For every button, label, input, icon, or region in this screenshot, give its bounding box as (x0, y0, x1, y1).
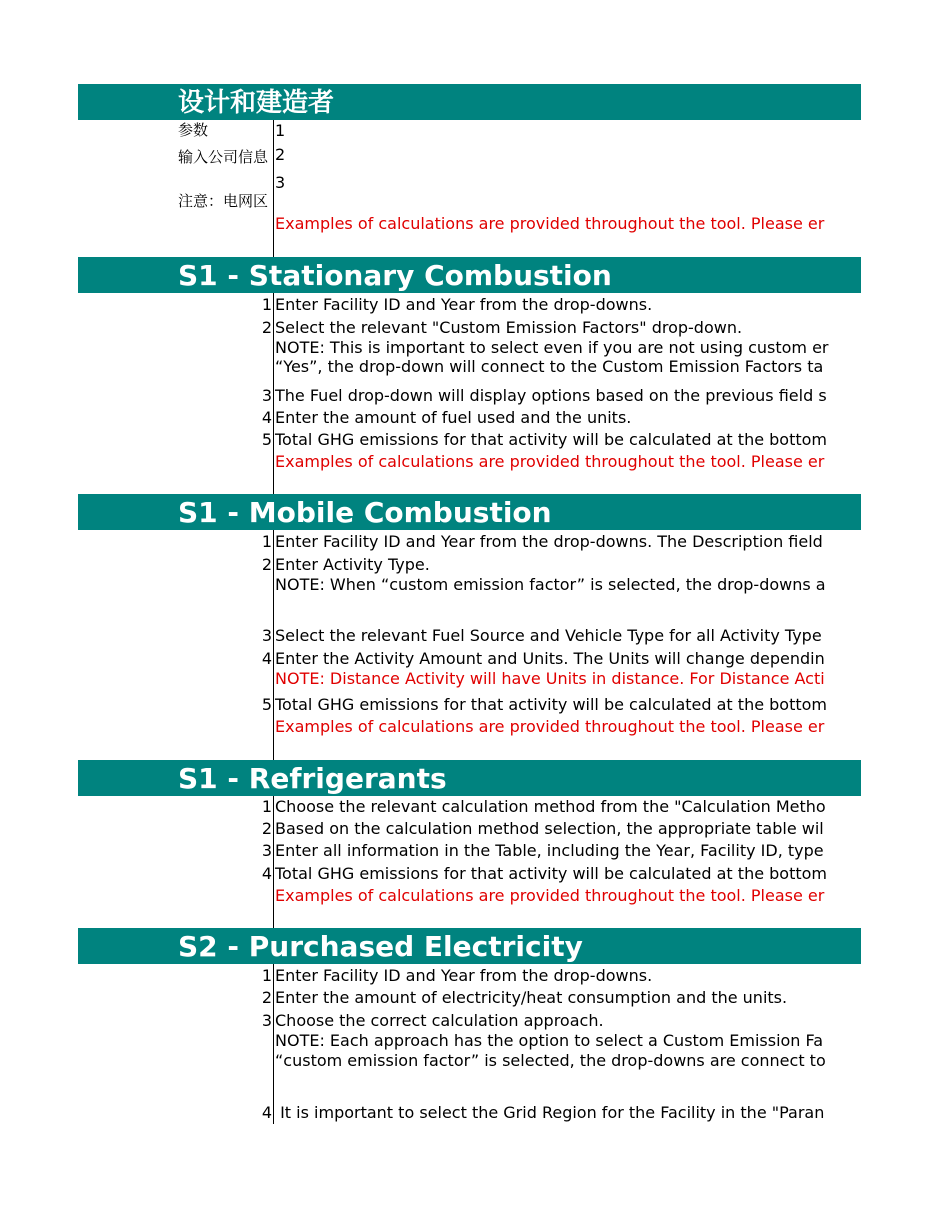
step-number: 4 (261, 649, 272, 668)
instruction-text: Examples of calculations are provided throughout the tool. Please er (275, 717, 825, 736)
instruction-text: NOTE: When “custom emission factor” is selected, the drop-downs a (275, 575, 826, 594)
instruction-text: Enter Activity Type. (275, 555, 430, 574)
instruction-text: Total GHG emissions for that activity will be calculated at the bottom (275, 695, 827, 714)
section-header (78, 257, 861, 293)
row-label: 参数 (178, 121, 209, 139)
section-title: S2 - Purchased Electricity (178, 930, 583, 963)
section-title: S1 - Refrigerants (178, 762, 447, 795)
row-label: 输入公司信息 (178, 148, 269, 166)
instruction-text: Choose the correct calculation approach. (275, 1011, 604, 1030)
section-header (78, 928, 861, 964)
column-divider (273, 293, 274, 494)
step-number: 3 (261, 841, 272, 860)
instruction-text: Select the relevant "Custom Emission Factors" drop-down. (275, 318, 743, 337)
step-number: 2 (261, 819, 272, 838)
column-divider (273, 964, 274, 1124)
row-label: 注意：电网区 (178, 192, 269, 210)
step-number: 4 (261, 864, 272, 883)
instruction-text: Enter all information in the Table, including the Year, Facility ID, type (275, 841, 824, 860)
step-number: 2 (261, 988, 272, 1007)
instruction-text: Enter the Activity Amount and Units. The Units will change dependin (275, 649, 825, 668)
step-number: 4 (261, 408, 272, 427)
column-divider (273, 120, 274, 257)
instruction-text: NOTE: Each approach has the option to select a Custom Emission Fa (275, 1031, 824, 1050)
column-divider (273, 530, 274, 760)
step-number: 3 (261, 386, 272, 405)
step-number: 2 (261, 555, 272, 574)
column-divider (273, 796, 274, 928)
instruction-text: Total GHG emissions for that activity will be calculated at the bottom (275, 864, 827, 883)
step-number: 1 (261, 532, 272, 551)
section-title: S1 - Mobile Combustion (178, 496, 552, 529)
section-title: 设计和建造者 (178, 88, 335, 118)
section-header (78, 84, 861, 120)
step-number: 1 (261, 797, 272, 816)
spreadsheet-sheet (78, 0, 861, 1230)
section-header (78, 494, 861, 530)
step-number: 1 (261, 295, 272, 314)
instruction-text: Select the relevant Fuel Source and Vehicle Type for all Activity Type (275, 626, 822, 645)
instruction-text: Enter Facility ID and Year from the drop-downs. (275, 295, 653, 314)
step-number: 1 (275, 121, 286, 140)
instruction-text: Based on the calculation method selection, the appropriate table wil (275, 819, 824, 838)
instruction-text: It is important to select the Grid Region for the Facility in the "Paran (275, 1103, 825, 1122)
step-number: 4 (261, 1103, 272, 1122)
instruction-text: Examples of calculations are provided throughout the tool. Please er (275, 452, 825, 471)
instruction-text: The Fuel drop-down will display options based on the previous field s (275, 386, 827, 405)
instruction-text: Enter the amount of electricity/heat consumption and the units. (275, 988, 788, 1007)
section-title: S1 - Stationary Combustion (178, 259, 612, 292)
step-number: 3 (261, 626, 272, 645)
instruction-text: NOTE: This is important to select even if you are not using custom er (275, 338, 829, 357)
instruction-text: Enter the amount of fuel used and the units. (275, 408, 632, 427)
instruction-text: Examples of calculations are provided throughout the tool. Please er (275, 214, 825, 233)
instruction-text: Enter Facility ID and Year from the drop-downs. (275, 966, 653, 985)
step-number: 3 (275, 173, 286, 192)
step-number: 5 (261, 695, 272, 714)
instruction-text: NOTE: Distance Activity will have Units in distance. For Distance Acti (275, 669, 825, 688)
step-number: 5 (261, 430, 272, 449)
step-number: 1 (261, 966, 272, 985)
instruction-text: Total GHG emissions for that activity will be calculated at the bottom (275, 430, 827, 449)
instruction-text: Choose the relevant calculation method from the "Calculation Metho (275, 797, 826, 816)
instruction-text: “Yes”, the drop-down will connect to the Custom Emission Factors ta (275, 357, 824, 376)
step-number: 2 (261, 318, 272, 337)
instruction-text: Examples of calculations are provided throughout the tool. Please er (275, 886, 825, 905)
section-header (78, 760, 861, 796)
step-number: 3 (261, 1011, 272, 1030)
step-number: 2 (275, 145, 286, 164)
instruction-text: “custom emission factor” is selected, the drop-downs are connect to (275, 1051, 826, 1070)
instruction-text: Enter Facility ID and Year from the drop-downs. The Description field (275, 532, 823, 551)
